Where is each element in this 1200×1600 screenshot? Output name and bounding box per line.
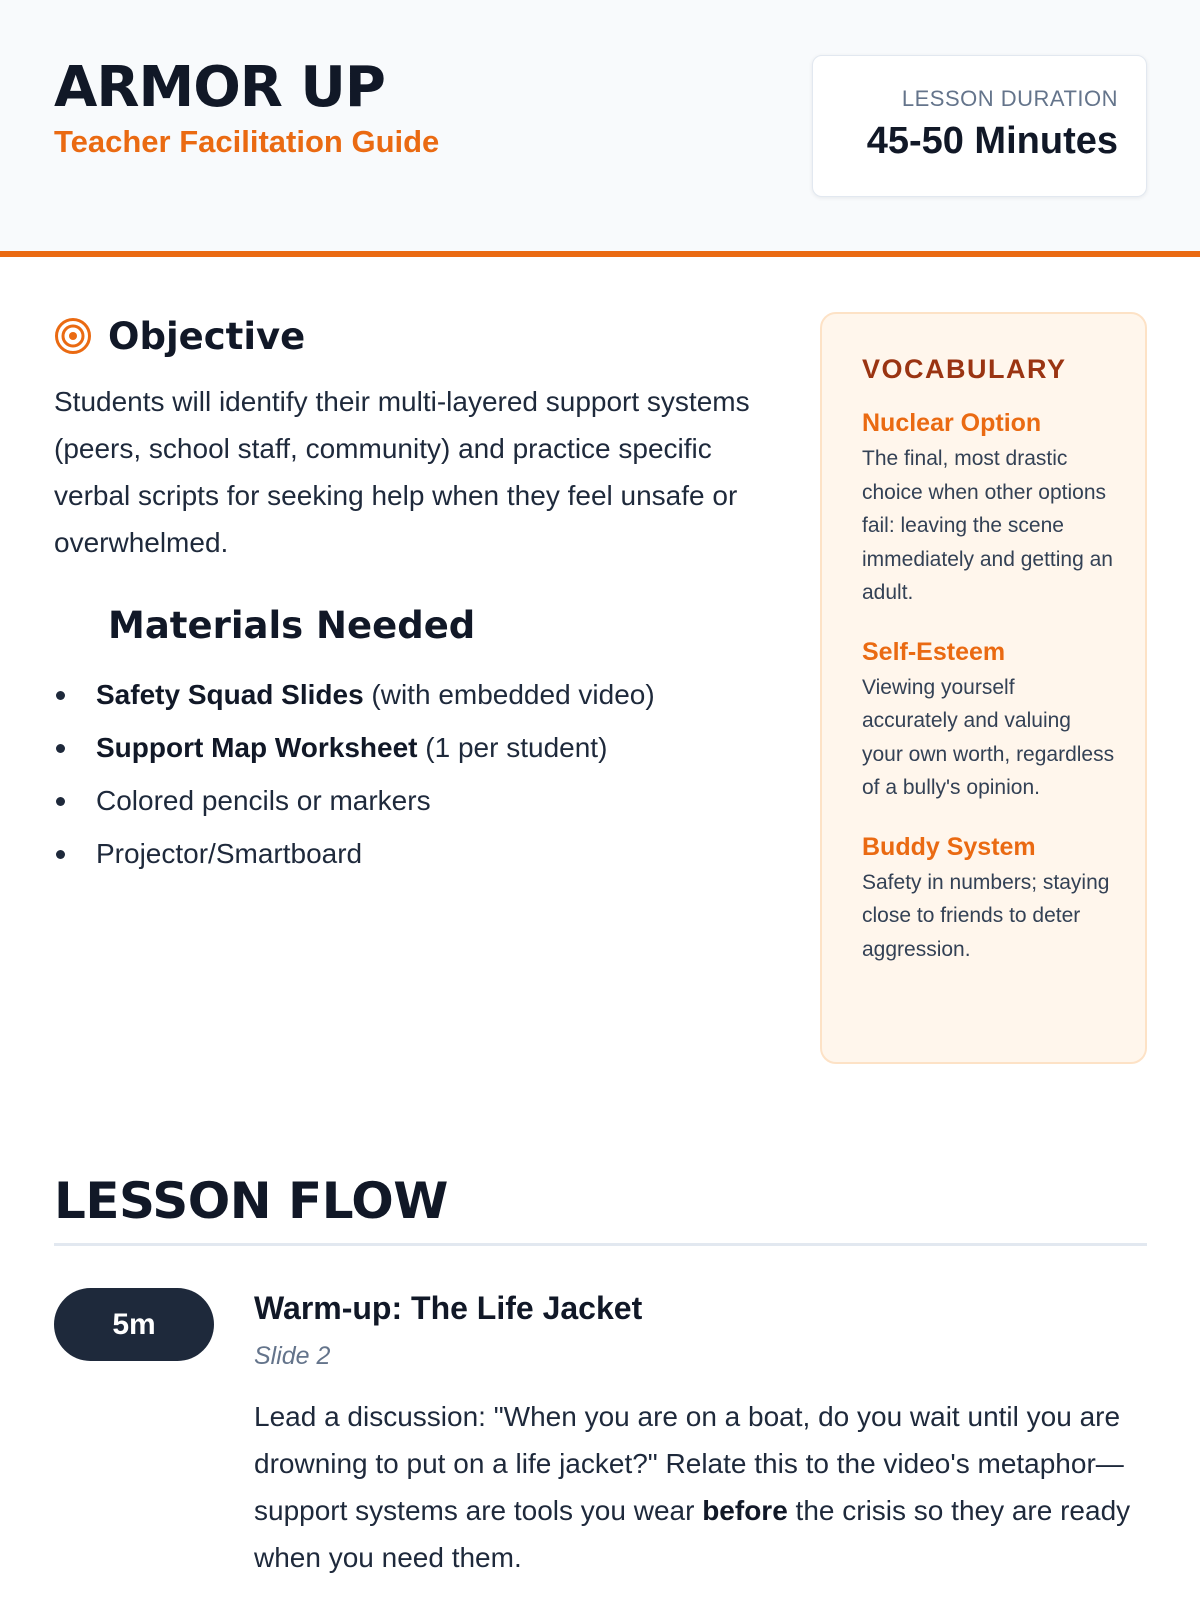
step-slide-ref: Slide 2 [254,1342,331,1370]
term-definition: Safety in numbers; staying close to friends to deter aggression. [862,870,1110,961]
materials-title: Materials Needed [108,604,476,647]
step-time-badge: 5m [54,1288,214,1361]
page-title: ARMOR UP [54,55,385,120]
objective-heading [54,312,305,360]
step-description [254,1393,1147,1581]
target-icon [54,317,92,355]
objective-title: Objective [108,314,306,358]
step-title: Warm-up: The Life Jacket [254,1290,643,1326]
step-text-emphasis: before [702,1495,788,1526]
materials-item-text: Projector/Smartboard [96,838,363,869]
duration-label: LESSON DURATION [901,86,1118,111]
step-text-end: the crisis so they are ready when you need them. [254,1495,1131,1573]
materials-item [54,668,774,721]
term-name: Buddy System [862,832,1036,861]
materials-item-text: (with embedded video) [363,679,655,710]
materials-item-text: Colored pencils or markers [96,785,431,816]
vocabulary-title: VOCABULARY [862,354,1067,384]
term-definition: Viewing yourself accurately and valuing your own worth, regardless of a bully's opinion. [862,675,1115,799]
materials-item-bold: Safety Squad Slides [96,679,364,710]
vocabulary-term [862,409,1115,610]
page-header [0,0,1200,257]
materials-item-bold: Support Map Worksheet [96,732,418,763]
section-divider [54,1243,1147,1246]
step-text-start: Lead a discussion: "When you are on a boat, do you wait until you are drowning to put on a life jacket?" Relate this to the video's metaphor—support systems are tools you wear [254,1401,1124,1526]
materials-item-text: (1 per student) [417,732,608,763]
duration-value: 45-50 Minutes [866,120,1118,162]
vocabulary-term [862,638,1115,805]
vocabulary-term [862,833,1115,967]
materials-list [54,668,774,880]
materials-item [54,721,774,774]
lesson-flow-title: LESSON FLOW [54,1172,448,1230]
term-definition: The final, most drastic choice when other options fail: leaving the scene immediately and getting an adult. [862,447,1113,604]
materials-item [54,827,774,880]
lesson-duration-card [812,55,1147,197]
page-subtitle: Teacher Facilitation Guide [54,124,440,159]
term-name: Nuclear Option [862,409,1042,437]
materials-item [54,774,774,827]
term-name: Self-Esteem [862,637,1006,666]
objective-text: Students will identify their multi-layered support systems (peers, school staff, community) and practice specific verbal scripts for seeking help when they feel unsafe or overwhelmed. [54,386,750,558]
vocabulary-box [820,312,1147,1064]
